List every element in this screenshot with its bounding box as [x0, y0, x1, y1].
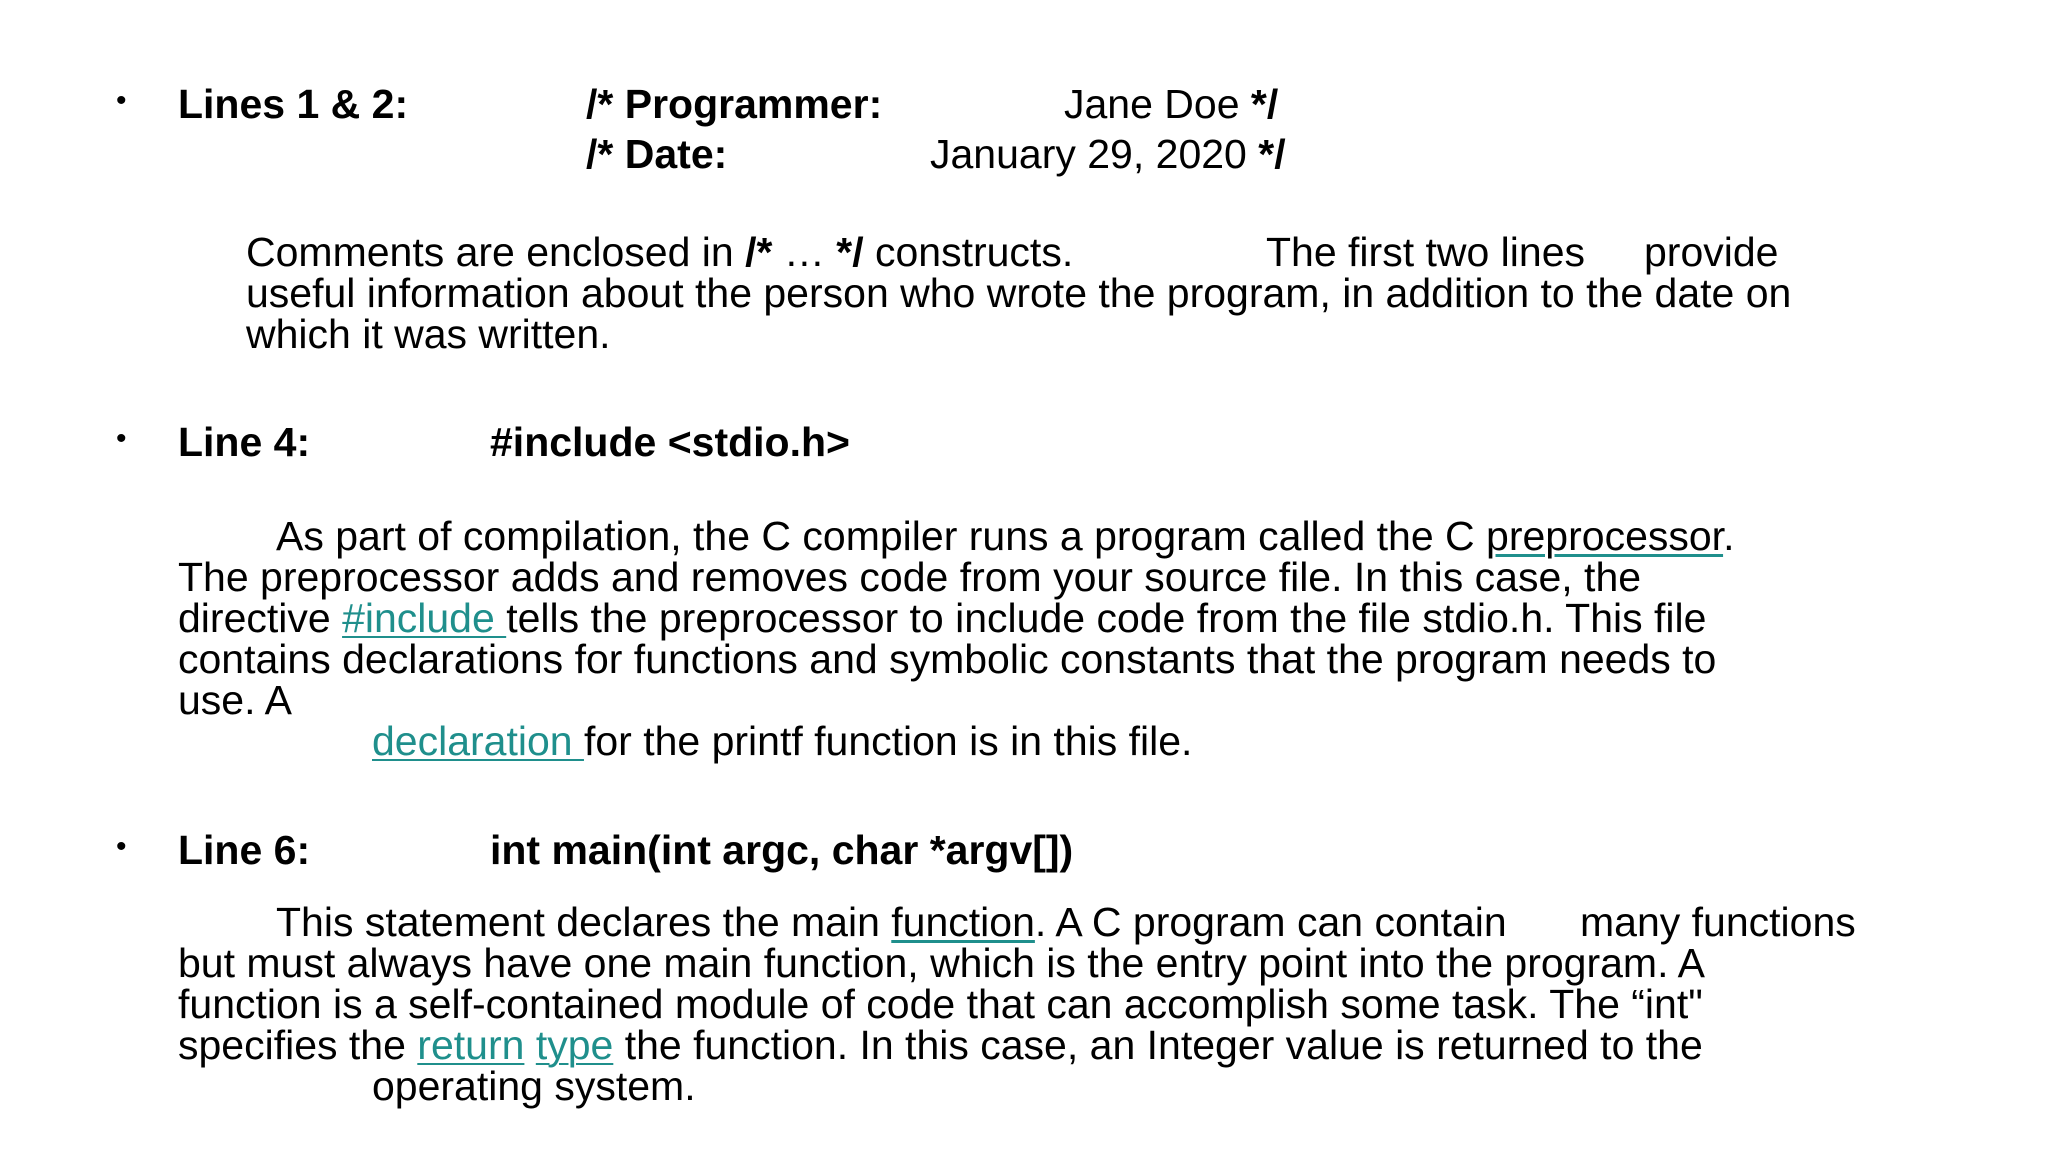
code-comment-programmer-label: [586, 81, 883, 127]
declaration-link[interactable]: declaration: [372, 718, 584, 764]
text-run: [524, 1022, 535, 1068]
comment-close: */: [836, 229, 864, 275]
text-run: This statement declares the main: [276, 899, 892, 945]
paragraph-line: but must always have one main function, which is the entry point into the program. A: [178, 940, 1705, 986]
comment-open: /*: [745, 229, 773, 275]
include-link[interactable]: #include: [342, 595, 507, 641]
return-link[interactable]: return: [417, 1022, 525, 1068]
paragraph-line: which it was written.: [246, 311, 611, 357]
text-run: Comments are enclosed in: [246, 229, 746, 275]
text-run: tells the preprocessor to include code from the file stdio.h. This file: [506, 595, 1707, 641]
comment-close: */: [1239, 81, 1279, 127]
text-run: the function. In this case, an Integer value is returned to the: [613, 1022, 1703, 1068]
comment-open: /*: [586, 81, 625, 127]
paragraph-line: [372, 718, 1193, 764]
text-run: …: [772, 229, 837, 275]
function-link[interactable]: function: [891, 899, 1035, 945]
paragraph-line: [276, 513, 1735, 559]
paragraph-line: many functions: [1580, 899, 1856, 945]
paragraph-line: provide: [1644, 229, 1779, 275]
bullet-marker: •: [116, 422, 127, 455]
code-comment-programmer-value: [1064, 81, 1279, 127]
comment-close: */: [1246, 131, 1286, 177]
text-run: specifies the: [178, 1022, 418, 1068]
paragraph-line: [178, 1022, 1703, 1068]
text-run: directive: [178, 595, 343, 641]
paragraph-line: [178, 595, 1707, 641]
preprocessor-link[interactable]: preprocessor: [1486, 513, 1724, 559]
comment-open: /*: [586, 131, 625, 177]
paragraph-line: function is a self-contained module of code that can accomplish some task. The “int": [178, 981, 1703, 1027]
text-run: As part of compilation, the C compiler runs a program called the C: [276, 513, 1487, 559]
paragraph-line: operating system.: [372, 1063, 696, 1109]
code-comment-date-label: [586, 131, 728, 177]
paragraph-line: The preprocessor adds and removes code from your source file. In this case, the: [178, 554, 1642, 600]
code-comment-date-value: [930, 131, 1286, 177]
code-main-signature: int main(int argc, char *argv[]): [490, 827, 1074, 873]
programmer-name: Jane Doe: [1064, 81, 1240, 127]
paragraph-line: useful information about the person who wrote the program, in addition to the date on: [246, 270, 1792, 316]
bullet-marker: •: [116, 830, 127, 863]
type-link[interactable]: type: [535, 1022, 614, 1068]
section-heading: Line 4:: [178, 419, 311, 465]
code-include: #include <stdio.h>: [490, 419, 850, 465]
paragraph-line: use. A: [178, 677, 292, 723]
text-run: for the printf function is in this file.: [583, 718, 1193, 764]
paragraph-line: contains declarations for functions and symbolic constants that the program needs to: [178, 636, 1717, 682]
date-label: Date:: [624, 131, 728, 177]
paragraph-line: [276, 899, 1507, 945]
bullet-marker: •: [116, 84, 127, 117]
text-run: . A C program can contain: [1034, 899, 1507, 945]
text-run: .: [1723, 513, 1735, 559]
paragraph-line: The first two lines: [1266, 229, 1585, 275]
section-heading: Lines 1 & 2:: [178, 81, 409, 127]
paragraph-line: [246, 229, 1074, 275]
section-heading: Line 6:: [178, 827, 311, 873]
date-value: January 29, 2020: [930, 131, 1247, 177]
programmer-label: Programmer:: [624, 81, 883, 127]
text-run: constructs.: [863, 229, 1074, 275]
